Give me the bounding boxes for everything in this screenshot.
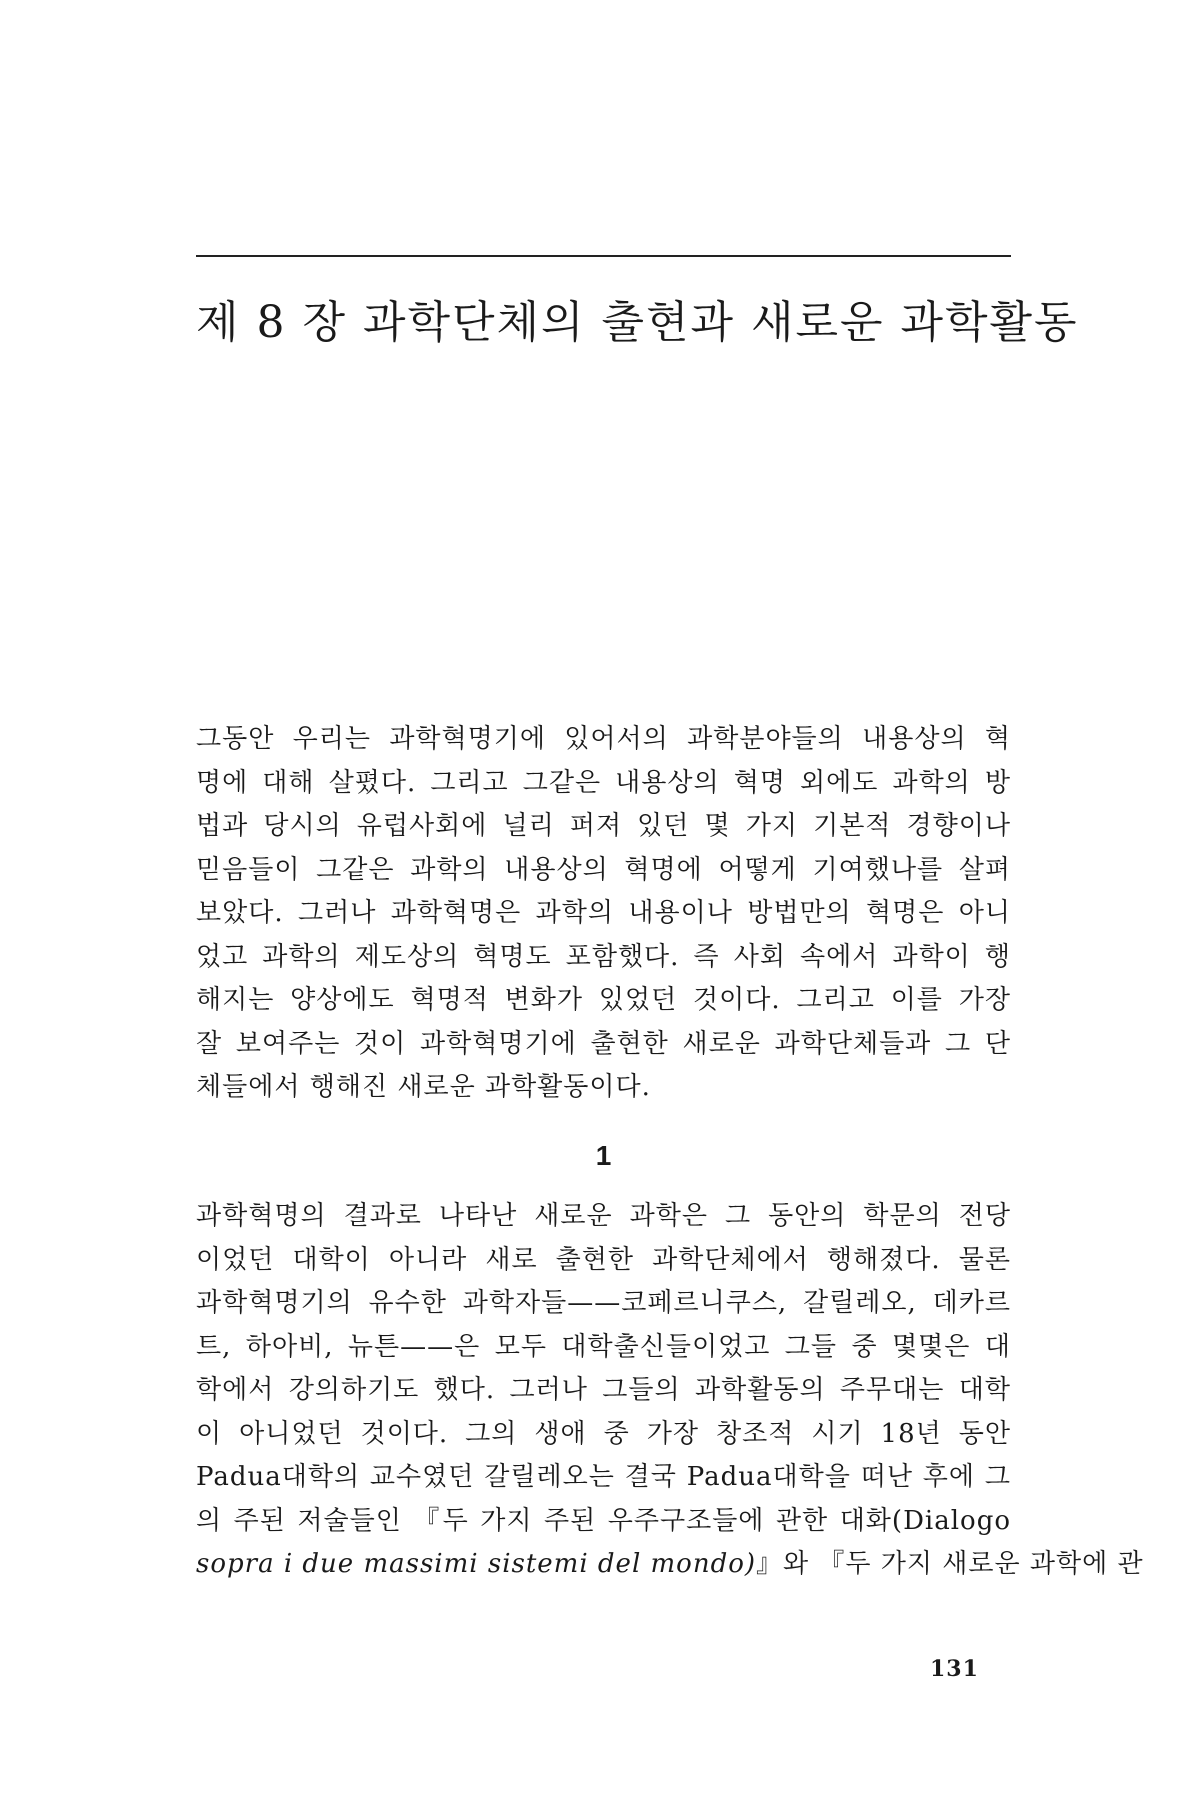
section-line: Padua대학의 교수였던 갈릴레오는 결국 Padua대학을 떠난 후에 그 xyxy=(196,1462,1011,1492)
section-line-last xyxy=(196,1543,1144,1587)
section-line: 트, 하아비, 뉴튼——은 모두 대학출신들이었고 그들 중 몇몇은 대 xyxy=(196,1331,1011,1362)
section-line: 과학혁명기의 유수한 과학자들——코페르니쿠스, 갈릴레오, 데카르 xyxy=(196,1288,1011,1318)
intro-line: 보았다. 그러나 과학혁명은 과학의 내용이나 방법만의 혁명은 아니 xyxy=(196,898,1011,928)
intro-line: 법과 당시의 유럽사회에 널리 퍼져 있던 몇 가지 기본적 경향이나 xyxy=(196,811,1011,841)
chapter-rule xyxy=(196,255,1011,257)
page-number: 131 xyxy=(930,1656,979,1682)
section-line: 의 주된 저술들인 『두 가지 주된 우주구조들에 관한 대화(Dialogo xyxy=(196,1505,1011,1536)
italic-title: sopra i due massimi sistemi del mondo) xyxy=(196,1549,757,1579)
intro-line: 잘 보여주는 것이 과학혁명기에 출현한 새로운 과학단체들과 그 단 xyxy=(196,1028,1011,1059)
section-line: 과학혁명의 결과로 나타난 새로운 과학은 그 동안의 학문의 전당 xyxy=(196,1201,1011,1231)
intro-line: 었고 과학의 제도상의 혁명도 포함했다. 즉 사회 속에서 과학이 행 xyxy=(196,941,1011,972)
intro-line: 체들에서 행해진 새로운 과학활동이다. xyxy=(196,1072,651,1102)
section-line: 학에서 강의하기도 했다. 그러나 그들의 과학활동의 주무대는 대학 xyxy=(196,1375,1011,1405)
intro-line: 그동안 우리는 과학혁명기에 있어서의 과학분야들의 내용상의 혁 xyxy=(196,724,1011,754)
chapter-title: 제 8 장 과학단체의 출현과 새로운 과학활동 xyxy=(196,297,1079,349)
intro-line: 명에 대해 살폈다. 그리고 그같은 내용상의 혁명 외에도 과학의 방 xyxy=(196,767,1011,798)
section-line: 이었던 대학이 아니라 새로 출현한 과학단체에서 행해졌다. 물론 xyxy=(196,1244,1011,1275)
section-line: 이 아니었던 것이다. 그의 생애 중 가장 창조적 시기 18년 동안 xyxy=(196,1418,1011,1449)
intro-paragraph xyxy=(196,718,1011,1110)
section-paragraph xyxy=(196,1195,1144,1587)
section-line-rest: 』와 『두 가지 새로운 과학에 관 xyxy=(756,1549,1144,1579)
section-number: 1 xyxy=(595,1140,612,1171)
intro-line: 해지는 양상에도 혁명적 변화가 있었던 것이다. 그리고 이를 가장 xyxy=(196,985,1011,1015)
intro-line: 믿음들이 그같은 과학의 내용상의 혁명에 어떻게 기여했나를 살펴 xyxy=(196,854,1011,885)
